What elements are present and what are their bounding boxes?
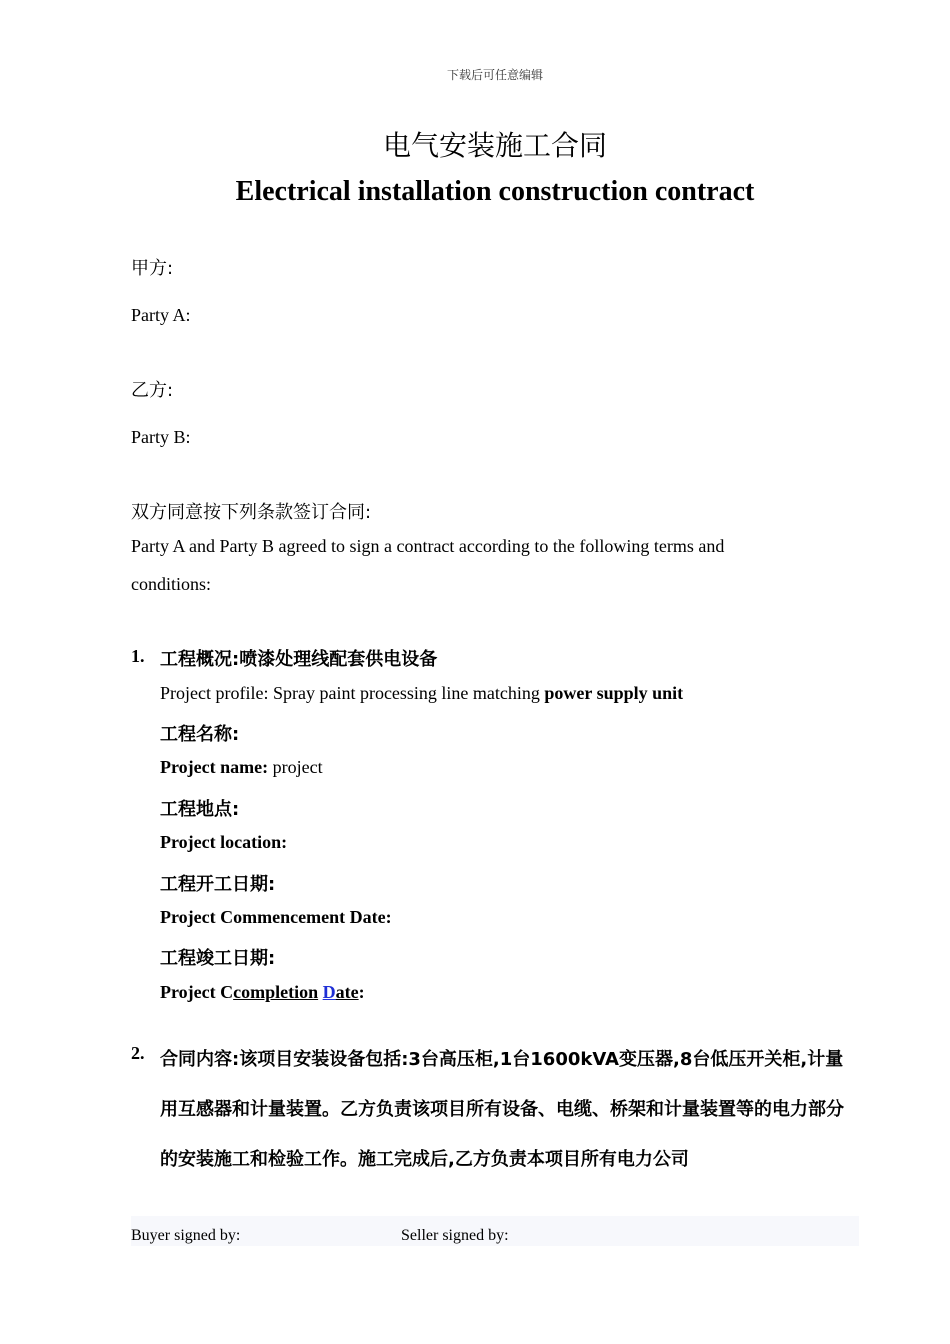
completion-date-en-label: [160, 982, 365, 1003]
section1-number: 1.: [131, 646, 145, 666]
commencement-date-cn-label: 工程开工日期:: [160, 874, 276, 895]
commencement-date-en-label: Project Commencement Date:: [160, 907, 392, 927]
section2-content: 合同内容:该项目安装设备包括:3台高压柜,1台1600kVA变压器,8台低压开关柜,计量用互感器和计量装置。乙方负责该项目所有设备、电缆、桥架和计量装置等的电力部分的安装施工和检验工作。施工完成后,乙方负责本项目所有电力公司: [160, 1049, 844, 1170]
project-name-cn-label: 工程名称:: [160, 724, 240, 745]
project-name-en: [160, 757, 323, 778]
completion-part-f: :: [358, 982, 365, 1002]
agreement-en-line2: conditions:: [131, 574, 211, 594]
project-location-cn-label: 工程地点:: [160, 799, 240, 820]
signature-footer: [131, 1216, 859, 1246]
header-note: 下载后可任意编辑: [446, 68, 543, 82]
completion-date-cn-label: 工程竣工日期:: [160, 948, 276, 969]
party-a-en-label: Party A:: [131, 305, 191, 325]
party-a-cn-label: 甲方:: [131, 258, 174, 279]
completion-part-d: D: [322, 982, 336, 1002]
agreement-cn: 双方同意按下列条款签订合同:: [131, 502, 372, 523]
agreement-en-line1: Party A and Party B agreed to sign a contract according to the following terms and: [131, 536, 725, 556]
project-name-en-value: project: [268, 757, 323, 777]
project-location-en-label: Project location:: [160, 832, 288, 852]
party-b-cn-label: 乙方:: [131, 380, 174, 401]
party-b-en-label: Party B:: [131, 427, 191, 447]
profile-en-text: Project profile: Spray paint processing line matching: [160, 683, 545, 703]
section2-number: 2.: [131, 1043, 145, 1063]
profile-en-bold: power supply unit: [544, 683, 684, 703]
title-chinese: 电气安装施工合同: [382, 129, 607, 162]
completion-part-e: ate: [335, 982, 359, 1002]
completion-part-b: completion: [233, 982, 319, 1002]
section1-profile-en: [160, 683, 683, 704]
section1-heading-cn: 工程概况:喷漆处理线配套供电设备: [160, 649, 438, 670]
buyer-signature-label: Buyer signed by:: [131, 1227, 241, 1244]
project-name-en-label: Project name:: [160, 757, 269, 777]
completion-part-a: Project C: [160, 982, 234, 1002]
seller-signature-label: Seller signed by:: [401, 1227, 509, 1244]
title-english: Electrical installation construction contract: [235, 176, 755, 207]
